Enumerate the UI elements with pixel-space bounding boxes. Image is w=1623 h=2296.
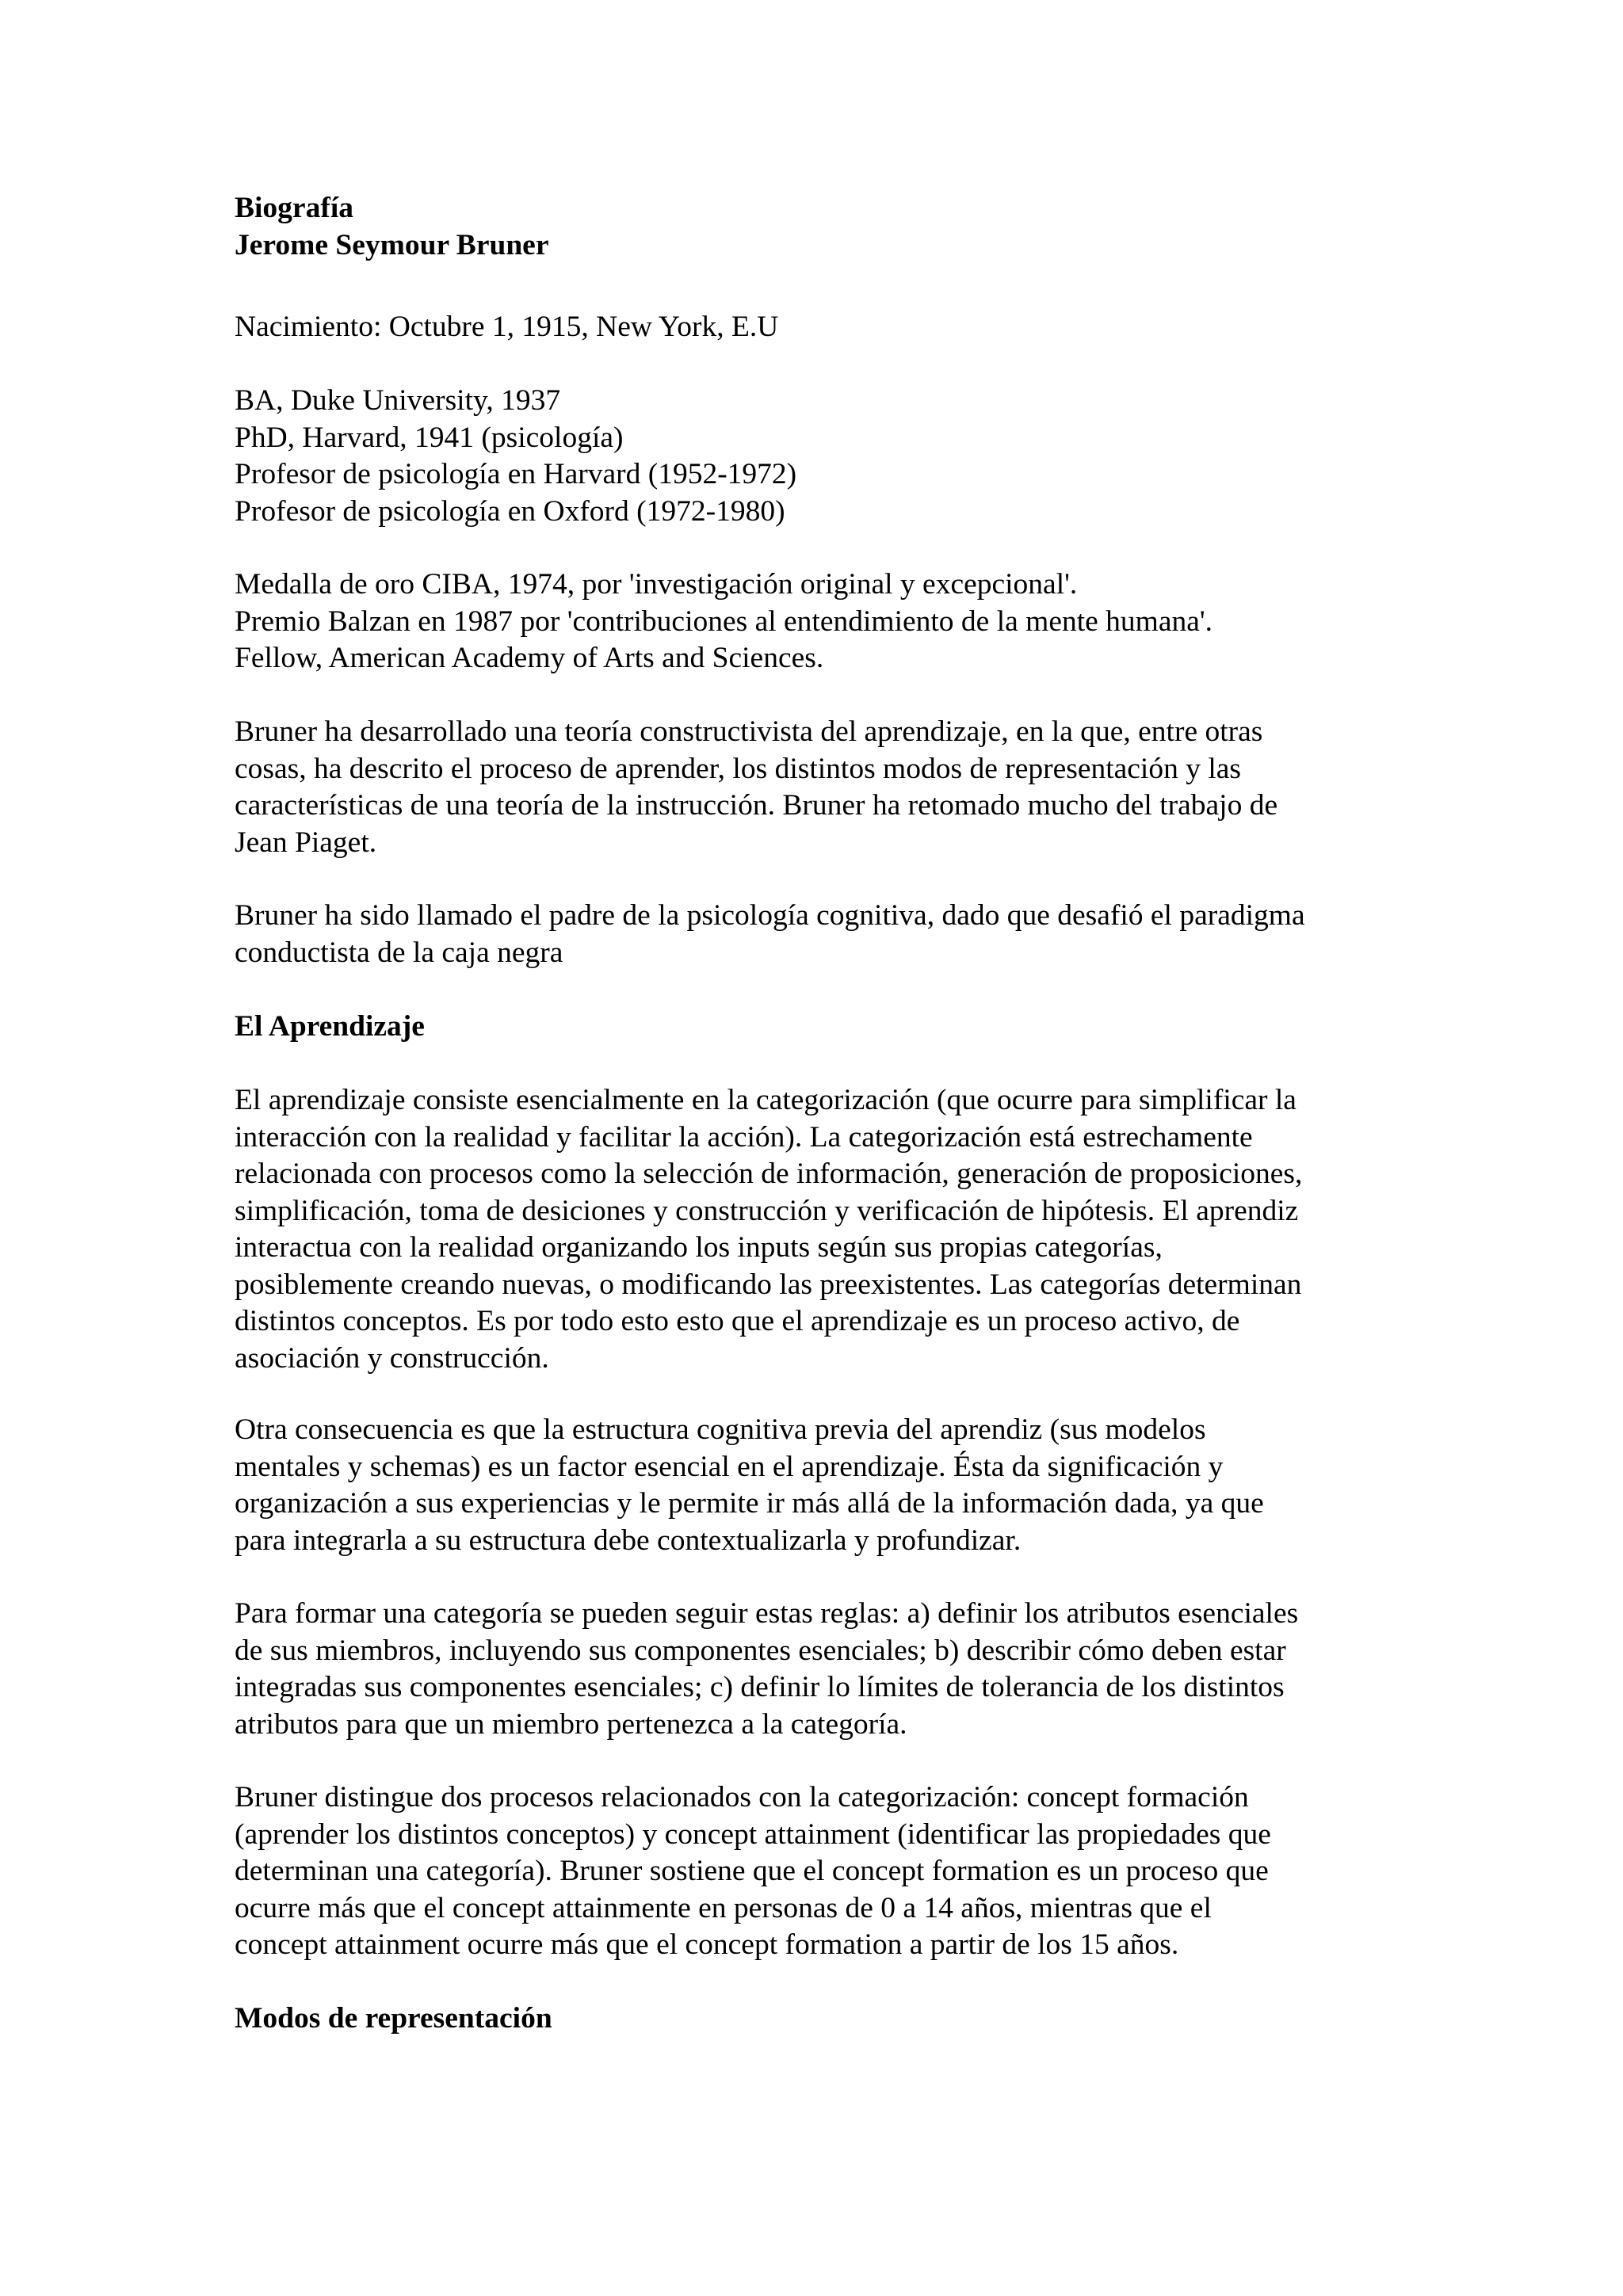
paragraph-line: Otra consecuencia es que la estructura cognitiva previa del aprendiz (sus modelos <box>235 1413 1206 1446</box>
paragraph-line: asociación y construcción. <box>235 1341 549 1375</box>
section-heading-modes: Modos de representación <box>235 2002 552 2035</box>
paragraph-line: de sus miembros, incluyendo sus componentes esenciales; b) describir cómo deben estar <box>235 1634 1286 1667</box>
paragraph-line: concept attainment ocurre más que el concept formation a partir de los 15 años. <box>235 1928 1179 1961</box>
person-name: Jerome Seymour Bruner <box>235 228 549 261</box>
paragraph-line: relacionada con procesos como la selección de información, generación de proposiciones, <box>235 1158 1303 1190</box>
education-block <box>235 383 796 530</box>
paragraph-line: cosas, ha descrito el proceso de aprender, los distintos modos de representación y las <box>235 752 1242 785</box>
birth-block <box>235 309 778 346</box>
paragraph-line: características de una teoría de la instrucción. Bruner ha retomado mucho del trabajo de <box>235 789 1278 822</box>
bio-title: Biografía <box>235 192 353 224</box>
paragraph-line: El aprendizaje consiste esencialmente en la categorización (que ocurre para simplificar la <box>235 1084 1296 1116</box>
paragraph-line: Bruner ha sido llamado el padre de la psicología cognitiva, dado que desafió el paradigma <box>235 899 1305 932</box>
section-heading-learning: El Aprendizaje <box>235 1010 425 1043</box>
paragraph-line: organización a sus experiencias y le permite ir más allá de la información dada, ya que <box>235 1487 1264 1520</box>
paragraph-line: conductista de la caja negra <box>235 936 563 969</box>
modes-heading-block <box>235 2000 552 2038</box>
paragraph-line: Jean Piaget. <box>235 826 377 859</box>
learning-paragraph-4 <box>235 1779 1271 1964</box>
learning-heading-block <box>235 1009 425 1046</box>
education-item: PhD, Harvard, 1941 (psicología) <box>235 421 624 454</box>
paragraph-line: simplificación, toma de desiciones y construcción y verificación de hipótesis. El aprendiz <box>235 1194 1299 1227</box>
award-item: Premio Balzan en 1987 por 'contribuciones al entendimiento de la mente humana'. <box>235 605 1212 638</box>
paragraph-line: ocurre más que el concept attainmente en personas de 0 a 14 años, mientras que el <box>235 1891 1212 1924</box>
intro-paragraph <box>235 714 1277 861</box>
paragraph-line: Bruner distingue dos procesos relacionados con la categorización: concept formación <box>235 1781 1249 1814</box>
paragraph-line: posiblemente creando nuevas, o modificando las preexistentes. Las categorías determinan <box>235 1268 1302 1301</box>
award-item: Medalla de oro CIBA, 1974, por 'investigación original y excepcional'. <box>235 568 1078 601</box>
paragraph-line: Bruner ha desarrollado una teoría constructivista del aprendizaje, en la que, entre otras <box>235 715 1263 748</box>
paragraph-line: interacción con la realidad y facilitar la acción). La categorización está estrechamente <box>235 1120 1253 1154</box>
education-item: BA, Duke University, 1937 <box>235 384 561 417</box>
paragraph-line: atributos para que un miembro pertenezca a la categoría. <box>235 1707 907 1741</box>
award-item: Fellow, American Academy of Arts and Sciences. <box>235 642 824 674</box>
birth-info: Nacimiento: Octubre 1, 1915, New York, E.U <box>235 311 779 343</box>
learning-paragraph-3 <box>235 1596 1298 1743</box>
paragraph-line: mentales y schemas) es un factor esencial en el aprendizaje. Ésta da significación y <box>235 1450 1224 1483</box>
education-item: Profesor de psicología en Oxford (1972-1980) <box>235 494 785 528</box>
learning-paragraph-2 <box>235 1412 1264 1559</box>
awards-block <box>235 566 1212 677</box>
learning-paragraph-1 <box>235 1082 1302 1377</box>
paragraph-line: para integrarla a su estructura debe contextualizarla y profundizar. <box>235 1524 1022 1557</box>
paragraph-line: determinan una categoría). Bruner sostiene que el concept formation es un proceso que <box>235 1855 1269 1887</box>
paragraph-line: integradas sus componentes esenciales; c) definir lo límites de tolerancia de los distintos <box>235 1671 1285 1703</box>
header-block <box>235 190 548 264</box>
education-item: Profesor de psicología en Harvard (1952-1972) <box>235 458 797 490</box>
paragraph-line: (aprender los distintos conceptos) y concept attainment (identificar las propiedades que <box>235 1817 1271 1851</box>
father-paragraph <box>235 898 1305 971</box>
paragraph-line: distintos conceptos. Es por todo esto esto que el aprendizaje es un proceso activo, de <box>235 1305 1240 1337</box>
paragraph-line: Para formar una categoría se pueden seguir estas reglas: a) definir los atributos esenciales <box>235 1597 1299 1630</box>
paragraph-line: interactua con la realidad organizando los inputs según sus propias categorías, <box>235 1231 1163 1264</box>
